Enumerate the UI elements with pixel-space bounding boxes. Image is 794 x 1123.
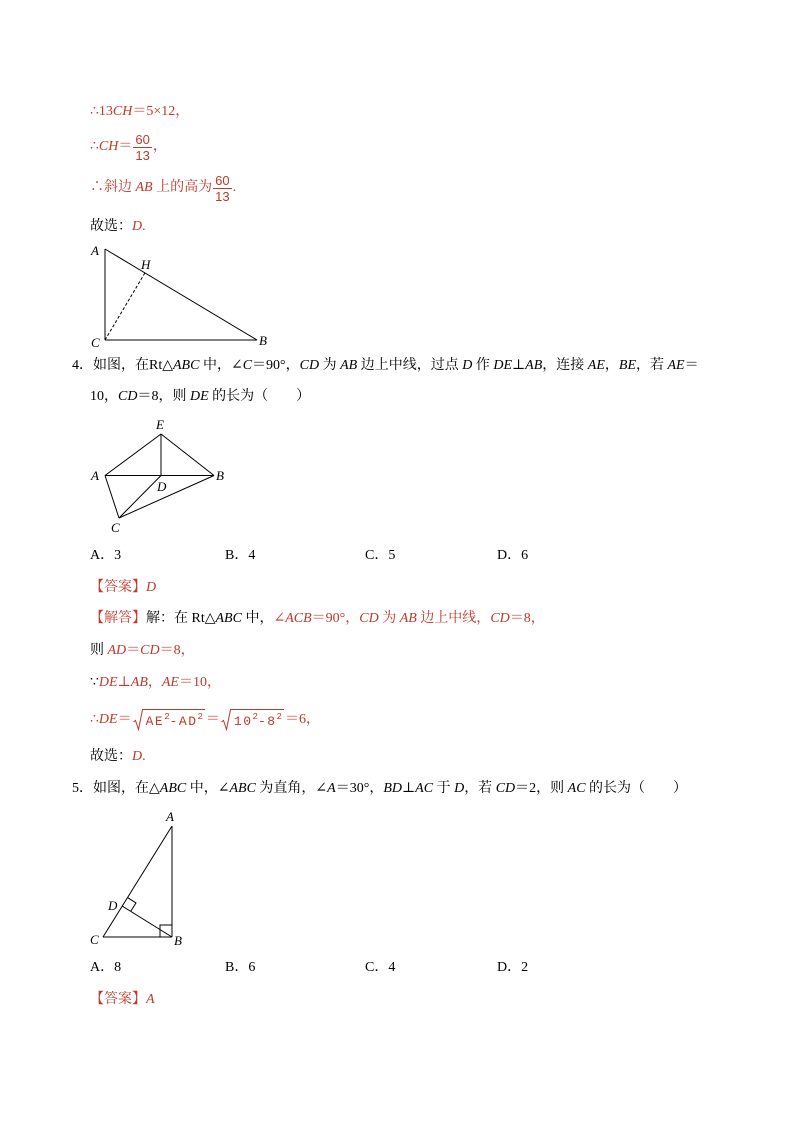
segment-ac: [103, 826, 172, 937]
segment-ac: [105, 476, 119, 519]
q4-options: [0, 546, 794, 566]
segment-ae: [105, 434, 161, 476]
vertex-label-d: D: [157, 479, 167, 494]
stem-text: ⊥: [512, 358, 526, 373]
choice-label: 故选：: [90, 219, 132, 234]
stem-text: ＝2，则: [515, 781, 568, 796]
radicand-term: -AD: [169, 714, 198, 729]
prev-solution-line-1: [90, 102, 189, 122]
stem-text: ⊥: [402, 781, 416, 796]
math-text: .: [232, 180, 237, 195]
math-variable: ABC: [173, 358, 200, 373]
fraction-denominator: 13: [135, 147, 150, 163]
math-variable: AE: [587, 358, 605, 373]
solution-text: 解：在 Rt△: [146, 611, 216, 626]
stem-text: 如图，在△: [93, 781, 160, 796]
vertex-label-b: B: [259, 333, 267, 348]
math-text: .: [142, 219, 146, 234]
math-text: 为: [378, 611, 400, 626]
math-text: ∴13: [90, 104, 113, 119]
vertex-label-a: A: [166, 809, 174, 824]
option-c: C．5: [365, 548, 396, 563]
vertex-label-b: B: [216, 468, 224, 483]
q4-solution-line-1: [90, 609, 545, 629]
math-variable: AB: [340, 358, 358, 373]
math-text: .: [142, 749, 146, 764]
fraction-numerator: 60: [135, 131, 150, 147]
radical-sign: [133, 709, 144, 731]
stem-text: ＝90°，: [252, 358, 300, 373]
q5-answer: [90, 990, 155, 1010]
math-text: ＝: [205, 712, 220, 727]
vertex-label-c: C: [111, 520, 120, 535]
stem-text: ＝30°，: [335, 781, 384, 796]
segment-bd: [122, 906, 172, 937]
math-variable: D: [454, 781, 465, 796]
choice-value: D: [132, 219, 143, 234]
fraction-numerator: 60: [215, 172, 230, 188]
math-variable: AE: [667, 358, 685, 373]
answer-value: A: [146, 992, 155, 1007]
q5-stem: [72, 779, 687, 799]
exponent: 2: [164, 712, 170, 722]
vertex-label-a: A: [91, 468, 99, 483]
segment-eb: [161, 434, 214, 476]
exponent: 2: [276, 712, 282, 722]
right-angle-mark-d: [128, 898, 137, 912]
stem-text: ，: [604, 358, 619, 373]
option-c: C．4: [365, 960, 396, 975]
radicand-term: 10: [233, 714, 253, 729]
math-variable: AB: [525, 358, 543, 373]
answer-value: D: [146, 580, 157, 595]
solution-text: ∵: [90, 675, 99, 690]
vertex-label-a: A: [91, 243, 99, 258]
stem-text: 作: [472, 358, 494, 373]
vertex-label-b: B: [174, 933, 182, 948]
stem-text: 的长为（ ）: [208, 389, 311, 404]
math-text: 边上中线，: [416, 611, 491, 626]
stem-text: 为直角，∠: [255, 781, 328, 796]
math-variable: ABC: [229, 781, 256, 796]
math-variable: ABC: [159, 781, 187, 796]
radicand: [232, 709, 284, 731]
stem-text: 为: [319, 358, 341, 373]
stem-text: ＝: [684, 358, 699, 373]
option-b: B．6: [225, 960, 256, 975]
math-variable: CD: [495, 781, 516, 796]
question-number: 5．: [72, 781, 93, 796]
q5-options: [0, 958, 794, 978]
solution-text: 中，: [241, 611, 274, 626]
math-variable: CD: [490, 611, 510, 626]
answer-label: 【答案】: [90, 580, 146, 595]
stem-text: 10，: [90, 389, 118, 404]
math-variable: DE: [493, 358, 512, 373]
stem-text: ，若: [464, 781, 496, 796]
math-variable: AE: [161, 675, 179, 690]
choice-label: 故选：: [90, 749, 132, 764]
radicand-term: -8: [257, 714, 277, 729]
math-text: ＝5×12，: [132, 104, 190, 119]
stem-text: 边上中线，过点: [357, 358, 463, 373]
math-text: ，: [147, 675, 162, 690]
math-variable: CD: [359, 611, 379, 626]
stem-text: ，连接: [542, 358, 588, 373]
segment-cd: [119, 476, 161, 519]
q4-solution-line-5: [90, 747, 146, 767]
math-variable: AB: [135, 180, 153, 195]
math-text: ＝: [117, 712, 132, 727]
math-text: ⊥: [117, 675, 131, 690]
segment-ab: [105, 249, 257, 340]
math-variable: C: [242, 358, 253, 373]
vertex-label-c: C: [91, 335, 100, 350]
stem-text: 如图，在Rt△: [93, 358, 173, 373]
math-text: 上的高为: [152, 180, 213, 195]
math-text: ＝: [118, 139, 133, 154]
math-variable: AB: [130, 675, 148, 690]
math-text: ，: [152, 139, 167, 154]
stem-text: 中，∠: [186, 781, 230, 796]
math-variable: DE: [98, 675, 118, 690]
math-text: ＝10，: [178, 675, 221, 690]
segment-cb: [119, 476, 214, 519]
math-text: ＝90°，: [311, 611, 360, 626]
math-variable: DE: [98, 712, 118, 727]
math-text: ∠: [273, 611, 286, 626]
math-variable: CD: [140, 643, 160, 658]
answer-label: 【答案】: [90, 992, 146, 1007]
math-variable: DE: [189, 389, 209, 404]
solution-label: 【解答】: [90, 611, 146, 626]
math-variable: AD: [107, 643, 127, 658]
prev-solution-line-2: [90, 131, 167, 163]
q4-solution-line-4: [90, 707, 320, 733]
figure-triangle-with-median: [85, 412, 235, 537]
vertex-label-c: C: [90, 932, 99, 947]
solution-text: 则: [90, 643, 108, 658]
math-variable: BD: [383, 781, 402, 796]
math-variable: A: [327, 781, 336, 796]
math-variable: CH: [112, 104, 133, 119]
stem-text: 中，∠: [199, 358, 243, 373]
radicand-term: AE: [145, 714, 165, 729]
exponent: 2: [252, 712, 258, 722]
option-a: A．3: [90, 548, 122, 563]
fraction-denominator: 13: [215, 188, 230, 204]
stem-text: 的长为（ ）: [585, 781, 688, 796]
math-variable: CD: [118, 389, 138, 404]
math-text: ＝: [126, 643, 141, 658]
math-text: ＝6，: [284, 712, 320, 727]
math-variable: ACB: [285, 611, 312, 626]
math-text: ∴: [90, 712, 99, 727]
option-d: D．6: [497, 548, 529, 563]
radical-sign: [221, 709, 232, 731]
square-root: [133, 709, 205, 731]
option-a: A．8: [90, 960, 122, 975]
stem-text: ＝8，则: [137, 389, 190, 404]
math-text: ∴: [90, 139, 99, 154]
radicand: [144, 709, 205, 731]
q4-answer: [90, 578, 156, 598]
q4-stem-line-2: [90, 387, 310, 407]
figure-right-triangle-with-altitude: [85, 240, 275, 352]
stem-text: ，若: [636, 358, 668, 373]
math-variable: AC: [567, 781, 586, 796]
exponent: 2: [197, 712, 203, 722]
question-number: 4．: [72, 358, 93, 373]
math-variable: AB: [399, 611, 417, 626]
prev-solution-line-4: [90, 217, 146, 237]
math-text: ＝8，: [159, 643, 195, 658]
square-root: [221, 709, 284, 731]
math-variable: ABC: [215, 611, 242, 626]
stem-text: 于: [433, 781, 455, 796]
option-b: B．4: [225, 548, 256, 563]
choice-value: D: [132, 749, 143, 764]
prev-solution-line-3: [90, 172, 236, 204]
math-variable: BE: [618, 358, 636, 373]
segment-ch-dashed: [105, 273, 145, 340]
q4-stem-line-1: [72, 356, 699, 376]
math-variable: CD: [299, 358, 320, 373]
math-variable: AC: [415, 781, 434, 796]
math-variable: CH: [98, 139, 119, 154]
figure-right-triangle-30deg: [85, 805, 195, 950]
q4-solution-line-3: [90, 673, 221, 693]
q4-solution-line-2: [90, 641, 195, 661]
vertex-label-h: H: [141, 257, 151, 272]
fraction: [133, 132, 151, 163]
math-variable: D: [462, 358, 473, 373]
vertex-label-e: E: [156, 417, 164, 432]
fraction: [213, 173, 231, 204]
math-text: ∴斜边: [90, 180, 136, 195]
math-text: ＝8，: [509, 611, 545, 626]
vertex-label-d: D: [108, 898, 118, 913]
option-d: D．2: [497, 960, 529, 975]
